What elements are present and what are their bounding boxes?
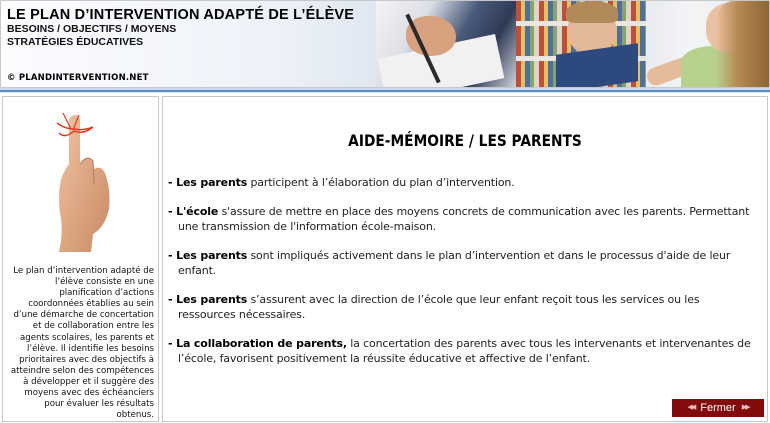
site-title: LE PLAN D’INTERVENTION ADAPTÉ DE L’ÉLÈVE: [7, 7, 355, 23]
reminder-list: [168, 175, 758, 380]
banner-photo-collage: [376, 1, 769, 87]
rewind-icon: ◀◀: [687, 404, 695, 411]
fast-forward-icon: ▶▶: [741, 404, 749, 411]
page-title: AIDE-MÉMOIRE / LES PARENTS: [348, 131, 582, 150]
close-button[interactable]: [672, 399, 764, 417]
list-item: - Les parents sont impliqués activement dans le plan d’intervention et dans le processus d'aide de leur enfant.: [168, 249, 731, 277]
site-subtitle-2: STRATÉGIES ÉDUCATIVES: [7, 36, 144, 48]
photo-writing-hand: [376, 1, 516, 87]
sidebar-panel: [2, 96, 159, 422]
photo-girl-writing: [646, 1, 769, 87]
list-item: - Les parents participent à l’élaboration du plan d’intervention.: [168, 176, 515, 189]
copyright-text: © PLANDINTERVENTION.NET: [7, 73, 149, 83]
plan-description: Le plan d’intervention adapté de l’élève consiste en une planification d’actions coordonnées établies au sein d’une démarche de concertation et de collaboration entre les agents scolaires, les parents et l’élève. Il identifie les besoins prioritaires avec des objectifs à atteindre selon des compétences à développer et il suggère des moyens avec des échéanciers pour évaluer les résultats obtenus.: [10, 266, 154, 421]
list-item: - Les parents s’assurent avec la direction de l’école que leur enfant reçoit tous les services ou les ressources nécessaires.: [168, 293, 700, 321]
photo-boy-reading: [516, 1, 646, 87]
header-divider-pale: [0, 92, 770, 93]
close-button-label: Fermer: [700, 402, 736, 414]
list-item: - La collaboration de parents, la concertation des parents avec tous les intervenants et intervenantes de l’école, favorisent positivement la réussite éducative et affective de l’enfant.: [168, 337, 751, 365]
header-text: [7, 7, 354, 49]
list-item: - L'école s'assure de mettre en place des moyens concrets de communication avec les parents. Permettant une transmission de l'information école-maison.: [168, 205, 750, 233]
main-panel: [162, 96, 768, 422]
finger-reminder-icon: [47, 109, 119, 254]
site-header: [0, 0, 770, 88]
site-subtitle-1: BESOINS / OBJECTIFS / MOYENS: [7, 23, 177, 35]
